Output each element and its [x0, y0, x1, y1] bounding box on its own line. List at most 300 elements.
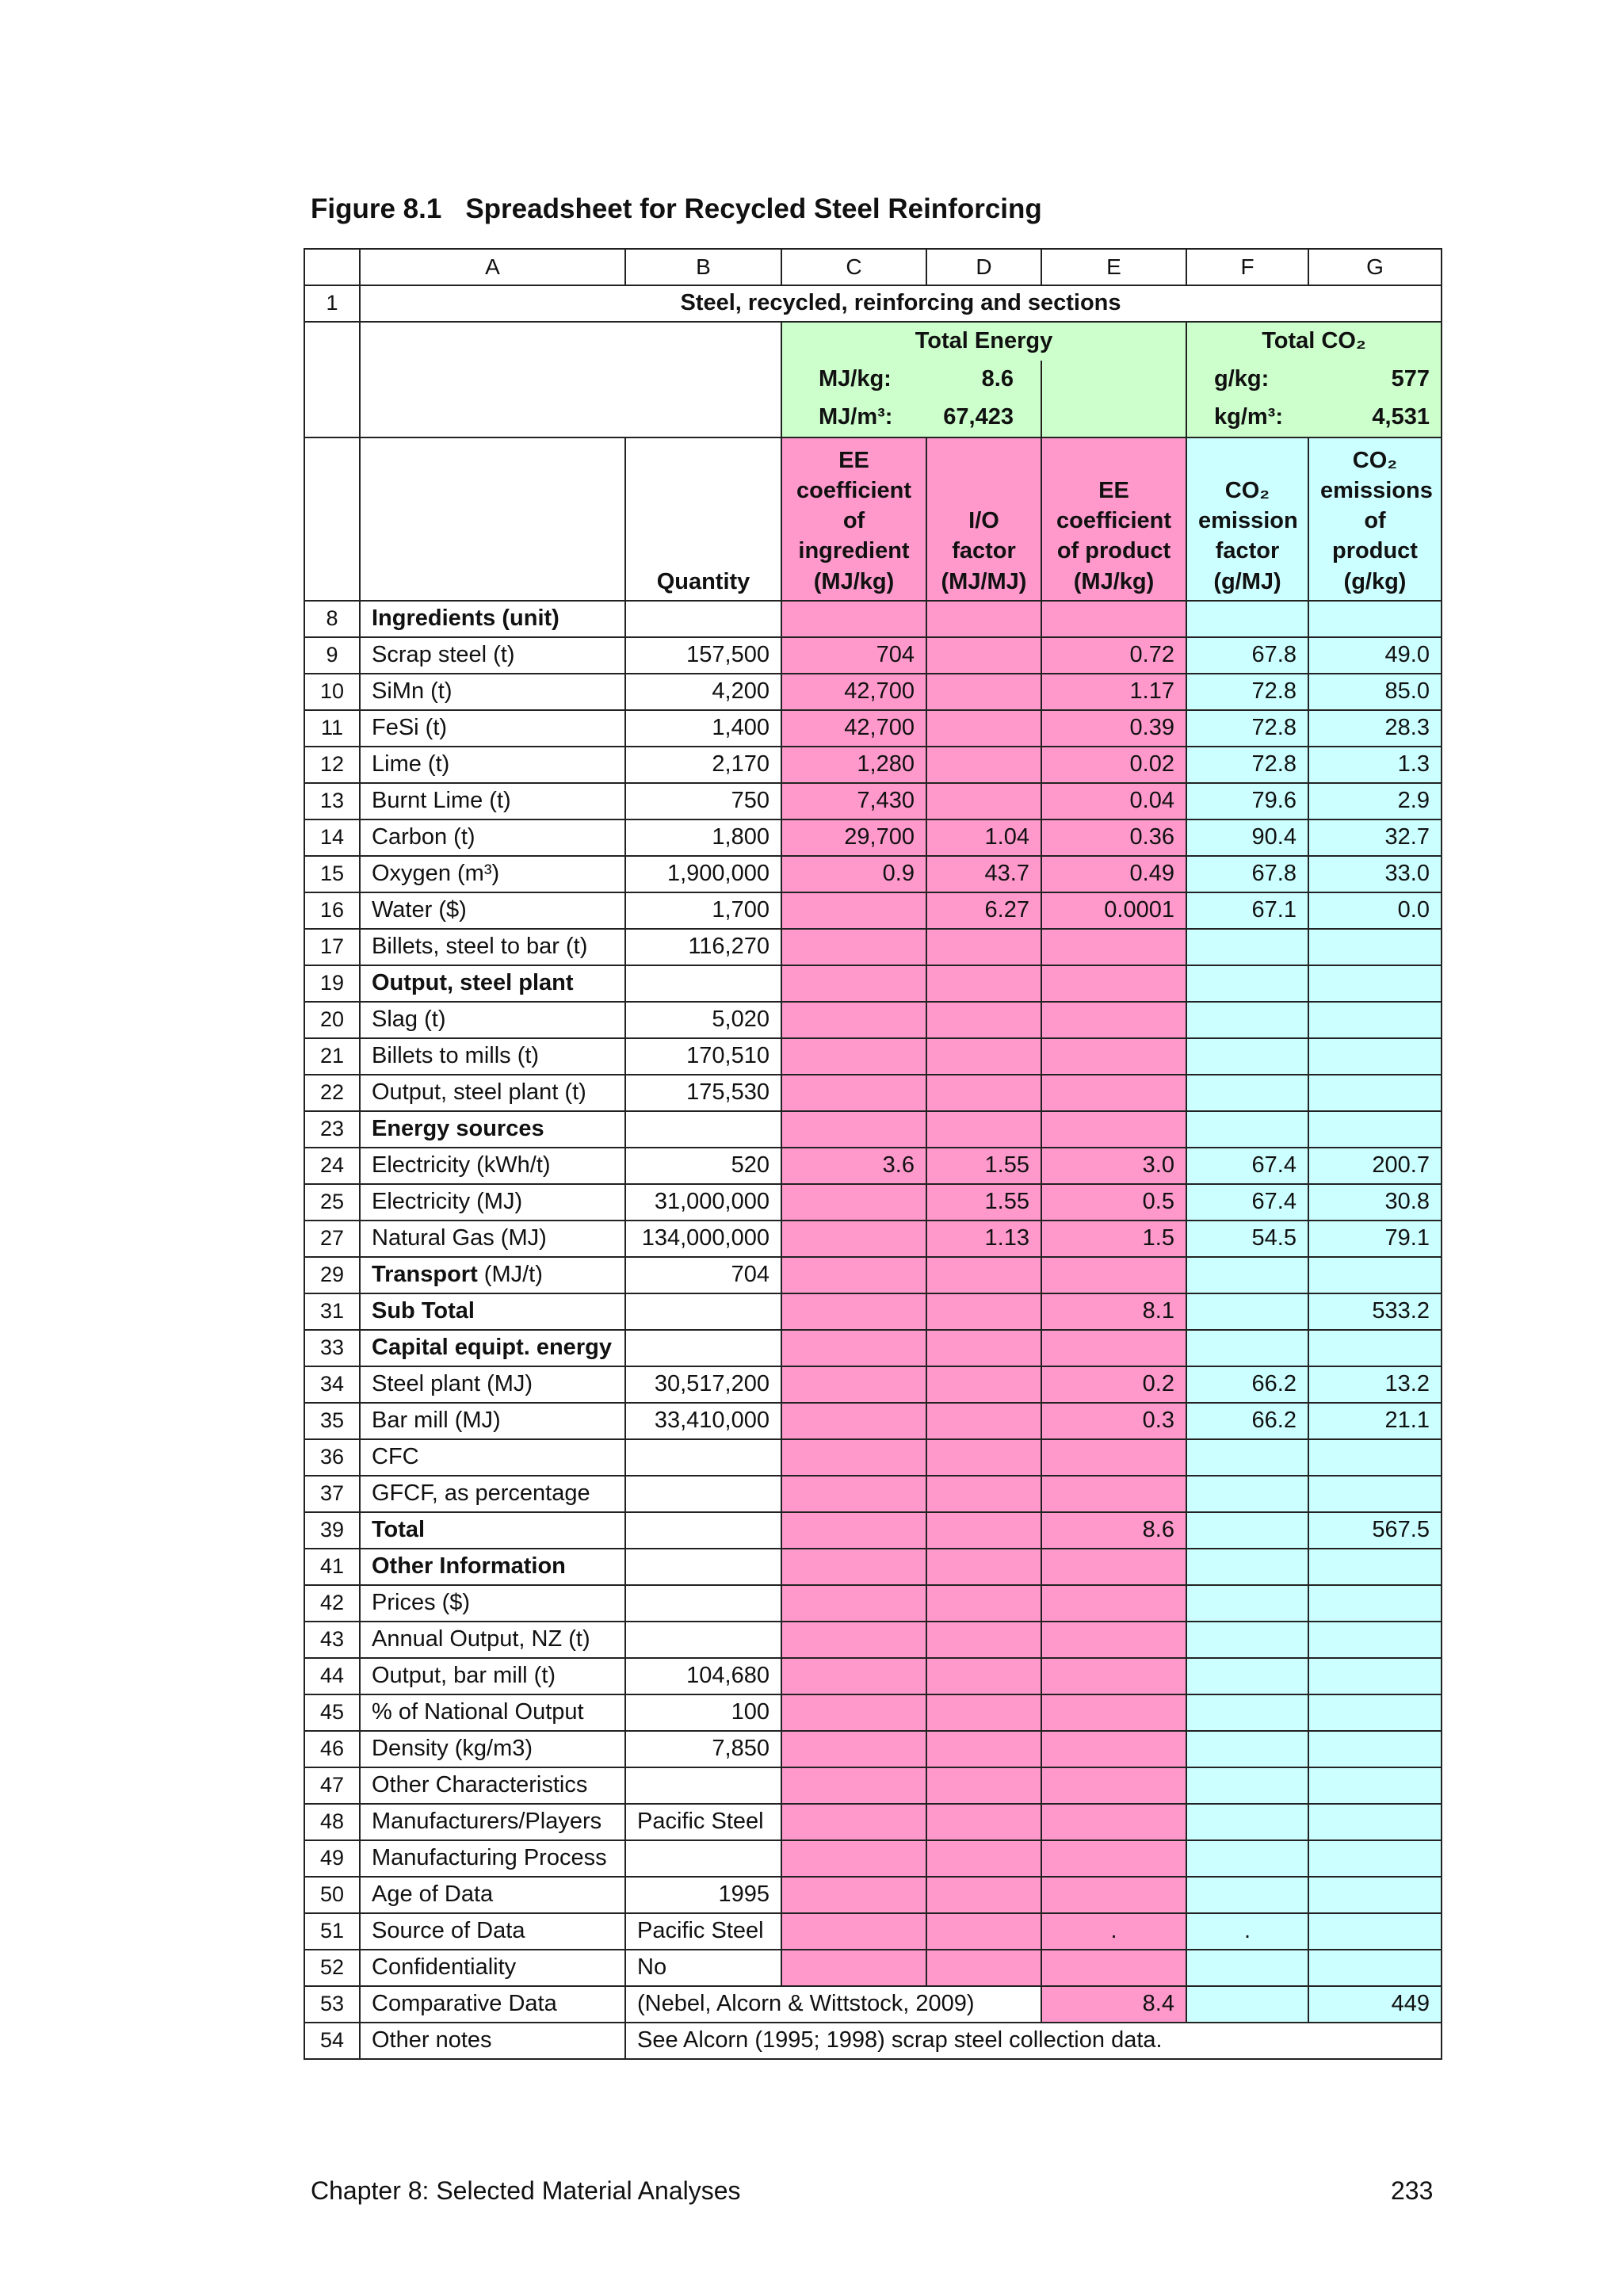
io-factor-cell: [926, 1439, 1041, 1476]
table-row: [304, 710, 1442, 747]
quantity-cell: 7,850: [625, 1731, 781, 1767]
ee-product-cell: 1.17: [1041, 674, 1186, 710]
table-row: [304, 819, 1442, 856]
row-number: 24: [304, 1148, 360, 1184]
ee-product-cell: 0.04: [1041, 783, 1186, 819]
io-factor-cell: [926, 601, 1041, 637]
gkg-value: 577: [1391, 366, 1430, 392]
footer-page-number: 233: [1391, 2176, 1434, 2205]
io-factor-cell: 1.13: [926, 1221, 1041, 1257]
ee-product-cell: [1041, 1257, 1186, 1293]
co2-emissions-cell: [1308, 1038, 1442, 1075]
ee-ingredient-cell: [781, 1366, 926, 1403]
item-cell: Annual Output, NZ (t): [360, 1622, 625, 1658]
ee-ingredient-cell: [781, 1403, 926, 1439]
co2-emissions-cell: [1308, 1257, 1442, 1293]
table-row: [304, 674, 1442, 710]
row-number: 48: [304, 1804, 360, 1840]
item-cell: Oxygen (m³): [360, 856, 625, 892]
item-cell: SiMn (t): [360, 674, 625, 710]
quantity-cell: 157,500: [625, 637, 781, 674]
item-cell: Other Characteristics: [360, 1767, 625, 1804]
ee-product-cell: [1041, 1002, 1186, 1038]
ee-product-cell: [1041, 601, 1186, 637]
table-row: [304, 1184, 1442, 1221]
green-blank: [1041, 399, 1186, 437]
co2-factor-cell: 67.1: [1186, 892, 1308, 929]
table-row: [304, 1257, 1442, 1293]
co2-emissions-cell: [1308, 1877, 1442, 1913]
quantity-cell: 1,400: [625, 710, 781, 747]
quantity-cell: 5,020: [625, 1002, 781, 1038]
table-row: [304, 783, 1442, 819]
table-row: [304, 1986, 1442, 2023]
co2-factor-cell: 66.2: [1186, 1366, 1308, 1403]
kgm3-label: kg/m³:: [1214, 404, 1283, 430]
quantity-cell: 4,200: [625, 674, 781, 710]
ee-product-cell: [1041, 1767, 1186, 1804]
co2-factor-cell: 66.2: [1186, 1403, 1308, 1439]
io-factor-cell: [926, 1476, 1041, 1512]
co2-factor-cell: [1186, 1840, 1308, 1877]
row-number: 27: [304, 1221, 360, 1257]
ee-ingredient-cell: 704: [781, 637, 926, 674]
co2-emissions-cell: [1308, 1804, 1442, 1840]
ee-ingredient-header: EE coefficient of ingredient (MJ/kg): [781, 437, 926, 601]
co2-emissions-cell: [1308, 1840, 1442, 1877]
row-number: 47: [304, 1767, 360, 1804]
item-cell: Other Information: [360, 1549, 625, 1585]
item-cell: Water ($): [360, 892, 625, 929]
co2-emissions-cell: 21.1: [1308, 1403, 1442, 1439]
co2-emissions-cell: [1308, 1439, 1442, 1476]
co2-emissions-cell: [1308, 1767, 1442, 1804]
row-number: 54: [304, 2023, 360, 2059]
ee-ingredient-cell: [781, 1038, 926, 1075]
quantity-cell: 1,700: [625, 892, 781, 929]
row-number: 36: [304, 1439, 360, 1476]
table-row: [304, 1002, 1442, 1038]
column-header-a: A: [360, 249, 625, 285]
table-row: [304, 1476, 1442, 1512]
ee-ingredient-cell: [781, 1330, 926, 1366]
co2-factor-cell: [1186, 1549, 1308, 1585]
ee-ingredient-cell: [781, 1257, 926, 1293]
co2-emissions-cell: [1308, 1075, 1442, 1111]
item-cell: Other notes: [360, 2023, 625, 2059]
ee-product-cell: 0.5: [1041, 1184, 1186, 1221]
co2-emissions-cell: 0.0: [1308, 892, 1442, 929]
row-number: 46: [304, 1731, 360, 1767]
io-factor-cell: [926, 1330, 1041, 1366]
ee-ingredient-cell: [781, 1549, 926, 1585]
io-factor-cell: 1.04: [926, 819, 1041, 856]
io-factor-cell: [926, 929, 1041, 965]
quantity-cell: 170,510: [625, 1038, 781, 1075]
quantity-cell: 33,410,000: [625, 1403, 781, 1439]
ee-product-cell: [1041, 1439, 1186, 1476]
ee-ingredient-cell: [781, 1184, 926, 1221]
total-co2-label: Total CO₂: [1186, 322, 1442, 361]
item-cell: Comparative Data: [360, 1986, 625, 2023]
quantity-cell: [625, 1549, 781, 1585]
ee-ingredient-cell: [781, 1293, 926, 1330]
item-cell: Confidentiality: [360, 1950, 625, 1986]
co2-emissions-cell: 449: [1308, 1986, 1442, 2023]
row-number: 16: [304, 892, 360, 929]
quantity-cell: 1,800: [625, 819, 781, 856]
io-factor-cell: [926, 1366, 1041, 1403]
total-label-row: [304, 322, 1442, 361]
ee-product-cell: 0.72: [1041, 637, 1186, 674]
co2-emissions-cell: 85.0: [1308, 674, 1442, 710]
co2-factor-cell: [1186, 1877, 1308, 1913]
co2-factor-cell: 72.8: [1186, 710, 1308, 747]
co2-factor-cell: 67.4: [1186, 1184, 1308, 1221]
ee-ingredient-cell: [781, 892, 926, 929]
ee-ingredient-cell: 42,700: [781, 710, 926, 747]
item-cell: Burnt Lime (t): [360, 783, 625, 819]
item-unit: (MJ/t): [477, 1262, 543, 1288]
table-row: [304, 856, 1442, 892]
ee-product-cell: 0.39: [1041, 710, 1186, 747]
co2-factor-cell: [1186, 1512, 1308, 1549]
ee-product-cell: [1041, 929, 1186, 965]
quantity-cell: [625, 1840, 781, 1877]
co2-emissions-header: CO₂ emissions of product (g/kg): [1308, 437, 1442, 601]
quantity-cell: [625, 1622, 781, 1658]
co2-factor-cell: [1186, 1658, 1308, 1694]
table-row: [304, 1403, 1442, 1439]
quantity-cell: [625, 965, 781, 1002]
row-number: 43: [304, 1622, 360, 1658]
row-number: 21: [304, 1038, 360, 1075]
energy-per-m3: [781, 399, 1041, 437]
quantity-cell: 1995: [625, 1877, 781, 1913]
table-row: [304, 1767, 1442, 1804]
co2-factor-cell: [1186, 1950, 1308, 1986]
quantity-cell: 2,170: [625, 747, 781, 783]
ee-product-cell: 0.02: [1041, 747, 1186, 783]
row-number: 45: [304, 1694, 360, 1731]
io-factor-cell: [926, 1257, 1041, 1293]
figure-title: [311, 193, 1042, 225]
item-cell: CFC: [360, 1439, 625, 1476]
io-factor-cell: [926, 1038, 1041, 1075]
row-number: 19: [304, 965, 360, 1002]
row-number: 22: [304, 1075, 360, 1111]
co2-factor-cell: [1186, 1694, 1308, 1731]
io-factor-cell: [926, 1549, 1041, 1585]
row-number: 49: [304, 1840, 360, 1877]
quantity-cell: Pacific Steel: [625, 1913, 781, 1950]
ee-ingredient-cell: [781, 1622, 926, 1658]
io-factor-cell: [926, 1512, 1041, 1549]
figure-caption: Spreadsheet for Recycled Steel Reinforcing: [465, 193, 1042, 224]
co2-emissions-cell: 200.7: [1308, 1148, 1442, 1184]
ee-ingredient-cell: 0.9: [781, 856, 926, 892]
item-cell: Sub Total: [360, 1293, 625, 1330]
mjm3-value: 67,423: [943, 404, 1014, 430]
item-cell: [360, 1257, 625, 1293]
co2-factor-cell: [1186, 1622, 1308, 1658]
ee-product-cell: [1041, 1111, 1186, 1148]
quantity-cell: No: [625, 1950, 781, 1986]
io-factor-cell: [926, 1804, 1041, 1840]
co2-factor-cell: [1186, 601, 1308, 637]
item-cell: Steel plant (MJ): [360, 1366, 625, 1403]
table-row: [304, 929, 1442, 965]
column-header-d: D: [926, 249, 1041, 285]
io-factor-cell: [926, 965, 1041, 1002]
row-number: 35: [304, 1403, 360, 1439]
co2-emissions-cell: 533.2: [1308, 1293, 1442, 1330]
item-cell: Prices ($): [360, 1585, 625, 1622]
gkg-label: g/kg:: [1214, 366, 1270, 392]
row-number: 41: [304, 1549, 360, 1585]
ee-product-cell: 1.5: [1041, 1221, 1186, 1257]
column-label-row: [304, 437, 1442, 601]
row-number: 15: [304, 856, 360, 892]
ee-ingredient-cell: [781, 965, 926, 1002]
quantity-cell: [625, 1512, 781, 1549]
ee-ingredient-cell: [781, 1111, 926, 1148]
co2-emissions-cell: 33.0: [1308, 856, 1442, 892]
row-number: 53: [304, 1986, 360, 2023]
item-cell: Source of Data: [360, 1913, 625, 1950]
co2-factor-cell: 79.6: [1186, 783, 1308, 819]
co2-emissions-cell: [1308, 965, 1442, 1002]
item-cell: Output, bar mill (t): [360, 1658, 625, 1694]
ee-ingredient-cell: [781, 1585, 926, 1622]
row-number: 51: [304, 1913, 360, 1950]
io-factor-cell: [926, 1111, 1041, 1148]
ee-product-cell: [1041, 1622, 1186, 1658]
table-row: [304, 601, 1442, 637]
table-row: [304, 1585, 1442, 1622]
co2-emissions-cell: 79.1: [1308, 1221, 1442, 1257]
item-cell: Billets to mills (t): [360, 1038, 625, 1075]
sheet-title: Steel, recycled, reinforcing and sections: [360, 285, 1442, 322]
io-factor-cell: [926, 1658, 1041, 1694]
co2-emissions-cell: [1308, 1731, 1442, 1767]
column-header-c: C: [781, 249, 926, 285]
io-factor-cell: [926, 637, 1041, 674]
mjkg-label: MJ/kg:: [819, 366, 892, 392]
row-number: 13: [304, 783, 360, 819]
ee-product-cell: [1041, 1075, 1186, 1111]
co2-emissions-cell: [1308, 1549, 1442, 1585]
row-number: 34: [304, 1366, 360, 1403]
io-factor-cell: [926, 1913, 1041, 1950]
empty-cell: [304, 399, 360, 437]
co2-emissions-cell: 567.5: [1308, 1512, 1442, 1549]
item-cell: Scrap steel (t): [360, 637, 625, 674]
quantity-cell: [625, 1111, 781, 1148]
table-row: [304, 1366, 1442, 1403]
table-row: [304, 1913, 1442, 1950]
co2-factor-cell: 90.4: [1186, 819, 1308, 856]
green-blank: [1041, 361, 1186, 399]
co2-emissions-cell: [1308, 1658, 1442, 1694]
item-cell: Electricity (MJ): [360, 1184, 625, 1221]
ee-ingredient-cell: [781, 1731, 926, 1767]
ee-product-cell: [1041, 1658, 1186, 1694]
co2-factor-cell: [1186, 965, 1308, 1002]
ee-ingredient-cell: [781, 1694, 926, 1731]
quantity-cell: [625, 1330, 781, 1366]
quantity-cell: 750: [625, 783, 781, 819]
quantity-cell: 100: [625, 1694, 781, 1731]
co2-emissions-cell: 13.2: [1308, 1366, 1442, 1403]
table-row: [304, 1549, 1442, 1585]
ee-product-cell: 3.0: [1041, 1148, 1186, 1184]
co2-factor-cell: [1186, 1075, 1308, 1111]
ee-ingredient-cell: 42,700: [781, 674, 926, 710]
column-header-g: G: [1308, 249, 1442, 285]
item-cell: Manufacturers/Players: [360, 1804, 625, 1840]
io-factor-cell: [926, 1403, 1041, 1439]
co2-factor-cell: 72.8: [1186, 674, 1308, 710]
io-factor-cell: [926, 783, 1041, 819]
co2-factor-cell: [1186, 1476, 1308, 1512]
header-blank-ab: [360, 322, 781, 437]
ee-product-cell: 0.2: [1041, 1366, 1186, 1403]
footer-chapter: Chapter 8: Selected Material Analyses: [311, 2176, 741, 2205]
item-cell: Electricity (kWh/t): [360, 1148, 625, 1184]
ee-ingredient-cell: [781, 1439, 926, 1476]
item-cell: Output, steel plant (t): [360, 1075, 625, 1111]
item-cell: Capital equipt. energy: [360, 1330, 625, 1366]
co2-factor-header: CO₂ emission factor (g/MJ): [1186, 437, 1308, 601]
co2-factor-cell: [1186, 1257, 1308, 1293]
row-number: 31: [304, 1293, 360, 1330]
io-factor-cell: [926, 747, 1041, 783]
ee-ingredient-cell: [781, 1075, 926, 1111]
row-number: 25: [304, 1184, 360, 1221]
io-factor-cell: [926, 710, 1041, 747]
table-row: [304, 1804, 1442, 1840]
quantity-cell: 30,517,200: [625, 1366, 781, 1403]
row-number: 33: [304, 1330, 360, 1366]
item-cell: Manufacturing Process: [360, 1840, 625, 1877]
total-energy-label: Total Energy: [781, 322, 1186, 361]
ee-product-cell: 0.0001: [1041, 892, 1186, 929]
ee-ingredient-cell: [781, 601, 926, 637]
row-number: 23: [304, 1111, 360, 1148]
table-row: [304, 1694, 1442, 1731]
ee-product-cell: [1041, 1038, 1186, 1075]
notes-cell: See Alcorn (1995; 1998) scrap steel collection data.: [625, 2023, 1442, 2059]
ee-ingredient-cell: [781, 1950, 926, 1986]
quantity-cell: [625, 601, 781, 637]
ee-product-cell: [1041, 1476, 1186, 1512]
io-factor-cell: [926, 1585, 1041, 1622]
row-number: 44: [304, 1658, 360, 1694]
ee-ingredient-cell: [781, 1512, 926, 1549]
io-factor-cell: [926, 1731, 1041, 1767]
co2-factor-cell: [1186, 929, 1308, 965]
ee-ingredient-cell: [781, 1476, 926, 1512]
table-row: [304, 892, 1442, 929]
co2-emissions-cell: 2.9: [1308, 783, 1442, 819]
empty-cell: [360, 437, 625, 601]
quantity-cell: [625, 1585, 781, 1622]
item-cell: Output, steel plant: [360, 965, 625, 1002]
table-row: [304, 1221, 1442, 1257]
row-number: 9: [304, 637, 360, 674]
quantity-cell: 704: [625, 1257, 781, 1293]
ee-ingredient-cell: 3.6: [781, 1148, 926, 1184]
row-number: 50: [304, 1877, 360, 1913]
co2-emissions-cell: [1308, 1950, 1442, 1986]
table-row: [304, 1950, 1442, 1986]
co2-factor-cell: 54.5: [1186, 1221, 1308, 1257]
corner-cell: [304, 249, 360, 285]
table-row: [304, 1840, 1442, 1877]
io-factor-cell: [926, 1950, 1041, 1986]
table-row: [304, 1038, 1442, 1075]
ee-product-header: EE coefficient of product (MJ/kg): [1041, 437, 1186, 601]
row-number: 8: [304, 601, 360, 637]
io-factor-cell: [926, 1293, 1041, 1330]
row-number: 17: [304, 929, 360, 965]
io-factor-cell: [926, 1622, 1041, 1658]
item-cell: Lime (t): [360, 747, 625, 783]
io-factor-cell: [926, 1694, 1041, 1731]
quantity-cell: [625, 1439, 781, 1476]
co2-factor-cell: 72.8: [1186, 747, 1308, 783]
io-factor-cell: [926, 1877, 1041, 1913]
ee-product-cell: 8.4: [1041, 1986, 1186, 2023]
table-row: [304, 1111, 1442, 1148]
mjm3-label: MJ/m³:: [819, 404, 893, 430]
io-factor-header: I/O factor (MJ/MJ): [926, 437, 1041, 601]
item-cell: GFCF, as percentage: [360, 1476, 625, 1512]
ee-product-cell: [1041, 1549, 1186, 1585]
co2-emissions-cell: 32.7: [1308, 819, 1442, 856]
ee-product-cell: [1041, 1731, 1186, 1767]
ee-ingredient-cell: [781, 1804, 926, 1840]
quantity-cell: [625, 1293, 781, 1330]
co2-emissions-cell: 30.8: [1308, 1184, 1442, 1221]
ee-product-cell: 0.3: [1041, 1403, 1186, 1439]
co2-factor-cell: [1186, 1002, 1308, 1038]
co2-emissions-cell: 49.0: [1308, 637, 1442, 674]
table-row: [304, 1293, 1442, 1330]
quantity-header: Quantity: [625, 437, 781, 601]
ee-ingredient-cell: 29,700: [781, 819, 926, 856]
co2-per-m3: [1186, 399, 1442, 437]
co2-emissions-cell: [1308, 1622, 1442, 1658]
co2-emissions-cell: [1308, 1002, 1442, 1038]
ee-product-cell: [1041, 1804, 1186, 1840]
mjkg-value: 8.6: [981, 366, 1014, 392]
quantity-cell: 104,680: [625, 1658, 781, 1694]
co2-factor-cell: [1186, 1986, 1308, 2023]
co2-factor-cell: [1186, 1330, 1308, 1366]
io-factor-cell: [926, 674, 1041, 710]
ee-ingredient-cell: [781, 1002, 926, 1038]
column-header-b: B: [625, 249, 781, 285]
co2-factor-cell: 67.4: [1186, 1148, 1308, 1184]
co2-emissions-cell: [1308, 1476, 1442, 1512]
table-row: [304, 2023, 1442, 2059]
row-number: 39: [304, 1512, 360, 1549]
co2-factor-cell: [1186, 1439, 1308, 1476]
spreadsheet-table: [304, 248, 1442, 2060]
table-row: [304, 637, 1442, 674]
